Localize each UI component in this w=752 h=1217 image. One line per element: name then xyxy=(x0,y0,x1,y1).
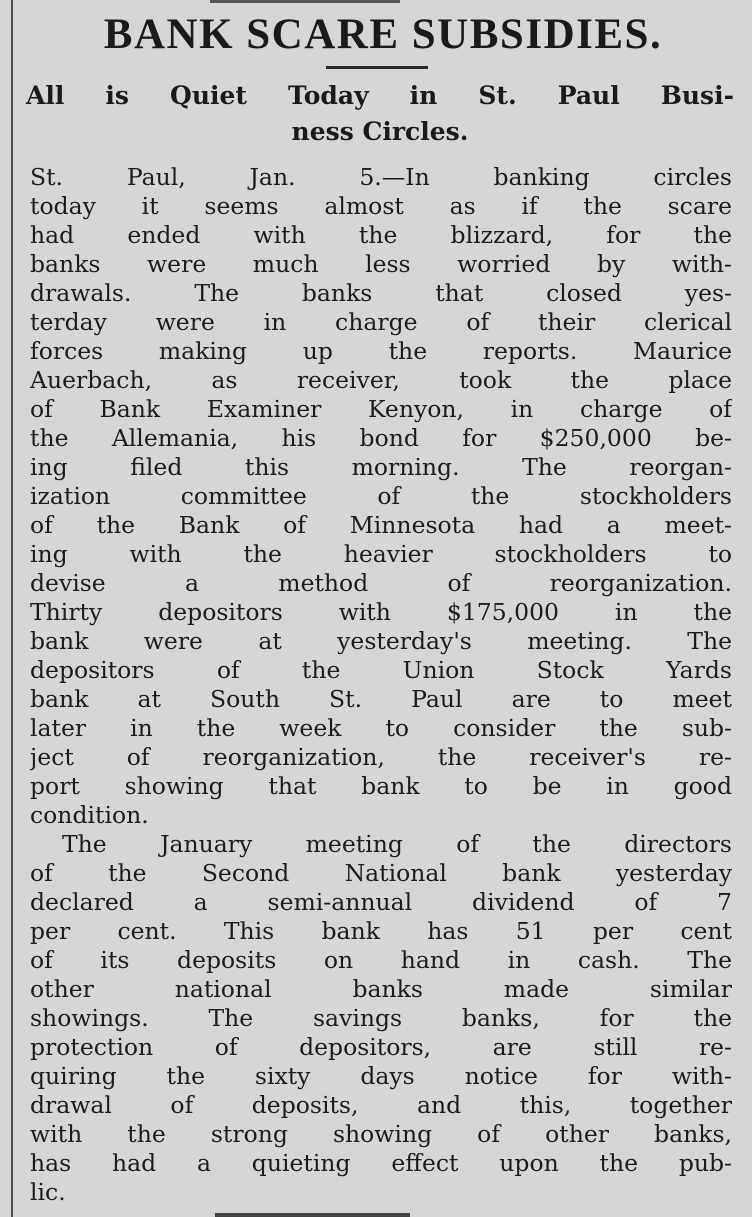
text-line: protection of depositors, are still re- xyxy=(30,1033,732,1061)
subheadline xyxy=(26,78,734,150)
text-line: has had a quieting effect upon the pub- xyxy=(30,1149,732,1177)
text-line: of Bank Examiner Kenyon, in charge of xyxy=(30,395,732,423)
text-line: had ended with the blizzard, for the xyxy=(30,221,732,249)
text-line: The January meeting of the directors xyxy=(62,830,732,858)
text-line: of the Second National bank yesterday xyxy=(30,859,732,887)
text-line: declared a semi-annual dividend of 7 xyxy=(30,888,732,916)
text-line: ing filed this morning. The reorgan- xyxy=(30,453,732,481)
subheadline-line: ness Circles. xyxy=(291,117,469,146)
text-line: ization committee of the stockholders xyxy=(30,482,732,510)
text-line: quiring the sixty days notice for with- xyxy=(30,1062,732,1090)
headline: BANK SCARE SUBSIDIES. xyxy=(103,11,663,58)
text-line: of the Bank of Minnesota had a meet- xyxy=(30,511,732,539)
text-line: ject of reorganization, the receiver's re- xyxy=(30,743,732,771)
text-line: later in the week to consider the sub- xyxy=(30,714,732,742)
text-line: ing with the heavier stockholders to xyxy=(30,540,732,568)
column-rule-bottom xyxy=(215,1213,410,1217)
column-rule-top xyxy=(210,0,400,3)
article-body xyxy=(30,163,732,1207)
text-line: forces making up the reports. Maurice xyxy=(30,337,732,365)
text-line: Auerbach, as receiver, took the place xyxy=(30,366,732,394)
text-line: lic. xyxy=(30,1178,66,1206)
text-line: St. Paul, Jan. 5.—In banking circles xyxy=(30,163,732,191)
text-line: port showing that bank to be in good xyxy=(30,772,732,800)
subheadline-line: All is Quiet Today in St. Paul Busi- xyxy=(26,81,734,110)
text-line: Thirty depositors with $175,000 in the xyxy=(30,598,732,626)
text-line: drawal of deposits, and this, together xyxy=(30,1091,732,1119)
text-line: today it seems almost as if the scare xyxy=(30,192,732,220)
text-line: depositors of the Union Stock Yards xyxy=(30,656,732,684)
text-line: the Allemania, his bond for $250,000 be- xyxy=(30,424,732,452)
text-line: with the strong showing of other banks, xyxy=(30,1120,732,1148)
text-line: other national banks made similar xyxy=(30,975,732,1003)
column-rule-left xyxy=(11,0,13,1217)
text-line: per cent. This bank has 51 per cent xyxy=(30,917,732,945)
paragraph-2 xyxy=(30,830,732,1207)
text-line: terday were in charge of their clerical xyxy=(30,308,732,336)
text-line: bank were at yesterday's meeting. The xyxy=(30,627,732,655)
text-line: devise a method of reorganization. xyxy=(30,569,732,597)
text-line: of its deposits on hand in cash. The xyxy=(30,946,732,974)
text-line: condition. xyxy=(30,801,149,829)
text-line: bank at South St. Paul are to meet xyxy=(30,685,732,713)
text-line: drawals. The banks that closed yes- xyxy=(30,279,732,307)
text-line: showings. The savings banks, for the xyxy=(30,1004,732,1032)
headline-divider xyxy=(326,66,428,69)
paragraph-1 xyxy=(30,163,732,830)
text-line: banks were much less worried by with- xyxy=(30,250,732,278)
